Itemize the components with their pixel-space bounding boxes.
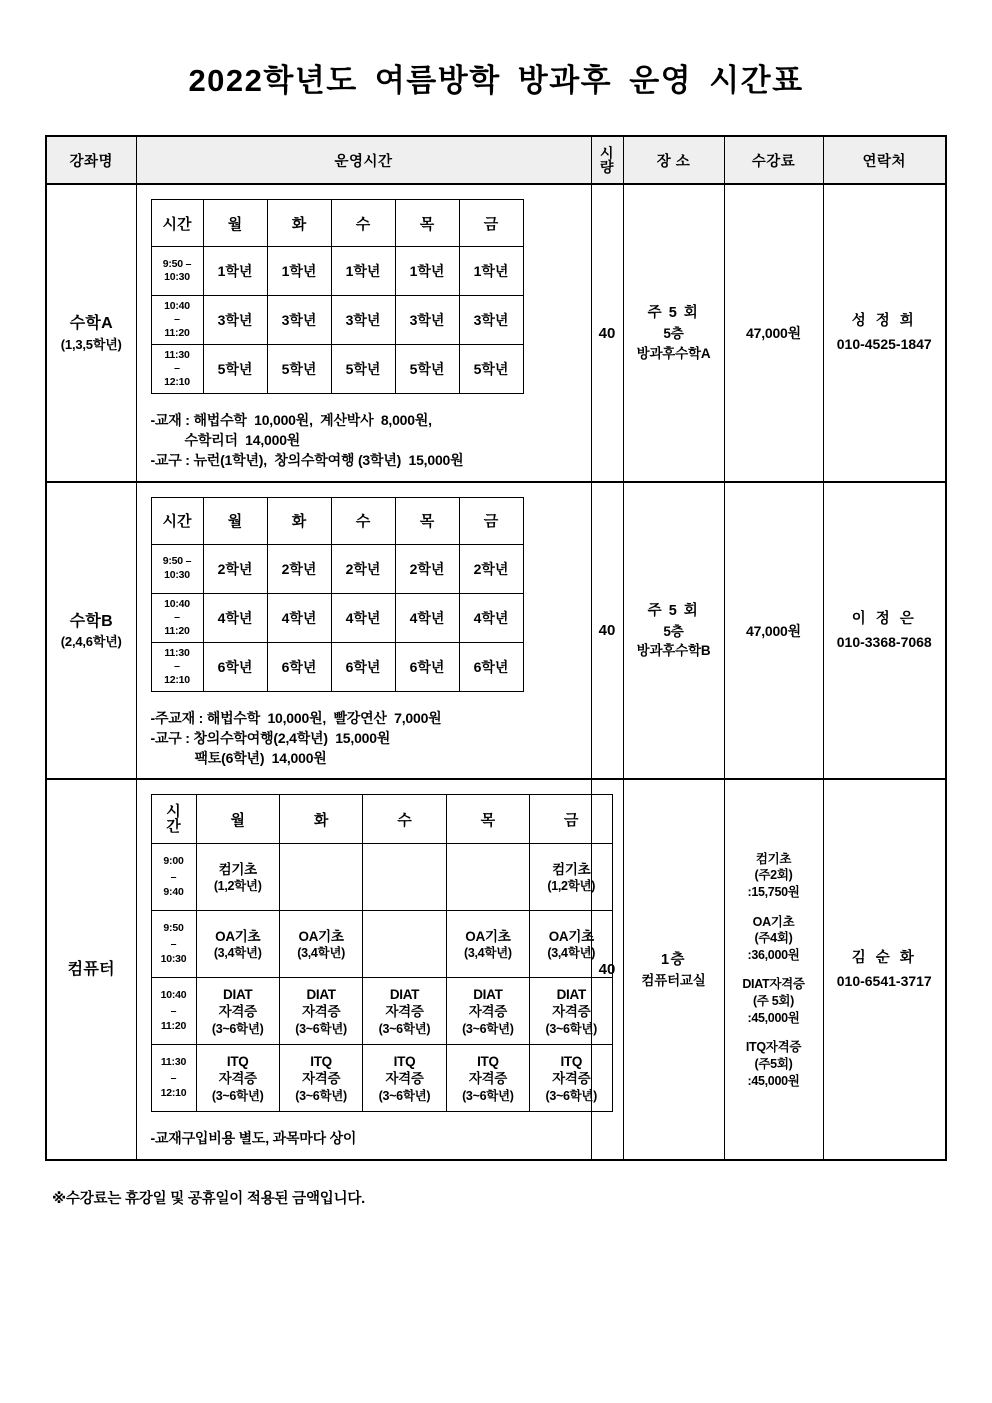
slot-day-cell: 6학년 xyxy=(395,642,459,691)
hours-cell xyxy=(591,184,623,482)
course-name-label: 수학B (2,4,6학년) xyxy=(47,611,136,651)
slot-grade: (3~6학년) xyxy=(545,1088,598,1103)
slot-time-cell: 9:50 – 10:30 xyxy=(151,544,203,593)
slot-grade: (1,2학년) xyxy=(547,879,596,894)
slot-grade: (3~6학년) xyxy=(295,1088,347,1103)
schedule-table-body xyxy=(46,184,946,1160)
slot-day-cell: 3학년 xyxy=(331,296,395,345)
slot-time-cell: 11:30 – 12:10 xyxy=(151,345,203,394)
slot-subject: DIAT 자격증 (3~6학년) xyxy=(280,986,362,1037)
day-header-time: 시간 xyxy=(151,497,203,544)
day-header-fri: 금 xyxy=(459,200,523,247)
slot-subject: OA기초 (3,4학년) xyxy=(280,928,362,962)
slot-day-cell xyxy=(196,844,279,911)
slot-day-cell: 3학년 xyxy=(267,296,331,345)
fee-block-freq: (주4회) xyxy=(754,931,793,946)
slot-subject: ITQ 자격증 (3~6학년) xyxy=(363,1053,445,1104)
slot-day-cell xyxy=(363,844,446,911)
slot-day-cell: 6학년 xyxy=(203,642,267,691)
hours-value: 40 xyxy=(598,961,616,979)
slot-grade: (3~6학년) xyxy=(211,1088,264,1103)
course-name-cell xyxy=(46,779,136,1160)
hours-value: 40 xyxy=(598,324,616,342)
fee-block xyxy=(725,1039,823,1089)
slot-day-cell xyxy=(446,844,529,911)
place-line: 5층 xyxy=(663,325,684,341)
slot-day-cell: 2학년 xyxy=(267,544,331,593)
hours-value: 40 xyxy=(598,622,616,640)
fee-cell xyxy=(724,184,823,482)
contact-value xyxy=(824,947,946,993)
course-notes xyxy=(137,1120,591,1159)
slot-grade: (3~6학년) xyxy=(295,1021,347,1036)
slot-grade: (3~6학년) xyxy=(462,1088,514,1103)
day-header-row xyxy=(151,795,613,844)
header-contact: 연락처 xyxy=(823,136,946,184)
slot-grade: (1,2학년) xyxy=(213,879,262,894)
fee-block-name: DIAT자격증 xyxy=(742,977,805,992)
note-line: 수학리더 14,000원 xyxy=(184,432,301,449)
slot-day-cell xyxy=(446,978,529,1045)
fee-block xyxy=(725,914,823,964)
day-header-tue: 화 xyxy=(267,200,331,247)
fee-block xyxy=(725,976,823,1026)
schedule-slot-row xyxy=(151,642,523,691)
header-hours-line1: 시 xyxy=(599,144,615,161)
slot-time-cell: 11:30 – 12:10 xyxy=(151,1045,196,1112)
schedule-slot-row xyxy=(151,978,613,1045)
contact-value xyxy=(824,608,946,654)
fee-list xyxy=(725,851,823,1090)
slot-day-cell xyxy=(446,911,529,978)
contact-cell xyxy=(823,482,946,780)
slot-time-cell: 9:50 – 10:30 xyxy=(151,911,196,978)
fee-block-freq: (주2회) xyxy=(754,868,793,883)
fee-cell xyxy=(724,779,823,1160)
day-header-thu: 목 xyxy=(395,497,459,544)
slot-day-cell xyxy=(363,978,446,1045)
header-schedule: 운영시간 xyxy=(136,136,591,184)
slot-subject: 컴기초 (1,2학년) xyxy=(530,861,612,895)
slot-day-cell xyxy=(196,1045,279,1112)
slot-day-cell: 6학년 xyxy=(331,642,395,691)
fee-value: 47,000원 xyxy=(746,622,801,639)
slot-day-cell xyxy=(279,911,362,978)
slot-subject: ITQ 자격증 (3~6학년) xyxy=(197,1053,279,1104)
slot-grade: (3,4학년) xyxy=(463,946,512,961)
table-row xyxy=(46,482,946,780)
place-line: 방과후수학B xyxy=(636,643,711,659)
schedule-cell xyxy=(136,184,591,482)
slot-grade: (3~6학년) xyxy=(378,1021,431,1036)
fee-block-name: ITQ자격증 xyxy=(745,1040,802,1055)
place-line: 방과후수학A xyxy=(636,345,711,361)
place-line: 주 5 회 xyxy=(647,602,700,619)
slot-day-cell: 1학년 xyxy=(459,247,523,296)
slot-day-cell: 2학년 xyxy=(395,544,459,593)
header-fee: 수강료 xyxy=(724,136,823,184)
day-header-fri: 금 xyxy=(459,497,523,544)
slot-grade: (3,4학년) xyxy=(547,946,596,961)
slot-grade: (3,4학년) xyxy=(213,946,262,961)
contact-person: 성 정 희 xyxy=(851,313,917,330)
slot-subject: OA기초 (3,4학년) xyxy=(530,928,612,962)
slot-subject: DIAT 자격증 (3~6학년) xyxy=(197,986,279,1037)
slot-day-cell: 5학년 xyxy=(459,345,523,394)
day-schedule-grid xyxy=(151,794,614,1112)
schedule-slot-row xyxy=(151,247,523,296)
day-schedule-grid xyxy=(151,199,524,394)
slot-day-cell: 4학년 xyxy=(459,593,523,642)
fee-block xyxy=(725,851,823,901)
header-hours-line2: 량 xyxy=(599,159,615,176)
slot-day-cell: 4학년 xyxy=(203,593,267,642)
slot-day-cell xyxy=(279,844,362,911)
slot-day-cell: 6학년 xyxy=(459,642,523,691)
schedule-slot-row xyxy=(151,844,613,911)
note-line: -주교재 : 해법수학 10,000원, 빨강연산 7,000원 xyxy=(150,709,442,726)
slot-day-cell: 2학년 xyxy=(459,544,523,593)
slot-day-cell xyxy=(363,1045,446,1112)
contact-phone: 010-6541-3717 xyxy=(836,973,932,990)
slot-day-cell: 3학년 xyxy=(459,296,523,345)
slot-day-cell: 1학년 xyxy=(267,247,331,296)
place-line: 컴퓨터교실 xyxy=(641,972,706,988)
place-cell xyxy=(623,184,724,482)
header-hours xyxy=(591,136,623,184)
course-notes xyxy=(137,402,591,481)
day-header-mon: 월 xyxy=(196,795,279,844)
schedule-grid-wrap xyxy=(137,483,591,700)
contact-cell xyxy=(823,184,946,482)
slot-day-cell: 2학년 xyxy=(331,544,395,593)
slot-time-cell: 10:40 – 11:20 xyxy=(151,978,196,1045)
contact-person: 김 순 화 xyxy=(851,950,917,967)
day-header-tue: 화 xyxy=(279,795,362,844)
slot-day-cell: 1학년 xyxy=(331,247,395,296)
slot-subject: ITQ 자격증 (3~6학년) xyxy=(280,1053,362,1104)
day-header-mon: 월 xyxy=(203,200,267,247)
slot-time-cell: 11:30 – 12:10 xyxy=(151,642,203,691)
day-header-mon: 월 xyxy=(203,497,267,544)
slot-day-cell: 2학년 xyxy=(203,544,267,593)
note-line: -교재구입비용 별도, 과목마다 상이 xyxy=(150,1130,357,1147)
slot-subject: ITQ 자격증 (3~6학년) xyxy=(530,1053,612,1104)
fee-block-name: 컴기초 xyxy=(755,851,792,866)
slot-subject: DIAT 자격증 (3~6학년) xyxy=(530,986,612,1037)
slot-grade: (3,4학년) xyxy=(297,946,345,961)
contact-phone: 010-3368-7068 xyxy=(836,634,932,651)
day-header-row xyxy=(151,497,523,544)
fee-block-name: OA기초 xyxy=(752,914,795,929)
day-schedule-grid xyxy=(151,497,524,692)
slot-subject: OA기초 (3,4학년) xyxy=(197,928,279,962)
place-line: 주 5 회 xyxy=(647,304,700,321)
slot-day-cell xyxy=(446,1045,529,1112)
fee-block-freq: (주5회) xyxy=(754,1056,793,1071)
fee-value: 47,000원 xyxy=(746,325,801,341)
course-grade-label: (2,4,6학년) xyxy=(60,634,122,650)
contact-person: 이 정 은 xyxy=(851,610,917,627)
slot-day-cell: 5학년 xyxy=(331,345,395,394)
schedule-slot-row xyxy=(151,911,613,978)
slot-day-cell xyxy=(279,1045,362,1112)
fee-block-amount: :36,000원 xyxy=(747,947,800,962)
slot-subject: OA기초 (3,4학년) xyxy=(447,928,529,962)
day-header-wed: 수 xyxy=(363,795,446,844)
place-value xyxy=(624,303,724,363)
slot-day-cell: 5학년 xyxy=(267,345,331,394)
fee-cell xyxy=(724,482,823,780)
day-header-thu: 목 xyxy=(395,200,459,247)
header-place: 장 소 xyxy=(623,136,724,184)
slot-day-cell: 1학년 xyxy=(395,247,459,296)
day-header-row xyxy=(151,200,523,247)
hours-cell xyxy=(591,482,623,780)
slot-subject: 컴기초 (1,2학년) xyxy=(197,861,279,895)
note-line: -교구 : 뉴런(1학년), 창의수학여행 (3학년) 15,000원 xyxy=(150,451,464,468)
day-header-fri: 금 xyxy=(530,795,613,844)
slot-day-cell: 5학년 xyxy=(395,345,459,394)
slot-day-cell xyxy=(196,978,279,1045)
schedule-table xyxy=(45,135,947,1161)
footnote: ※수강료는 휴강일 및 공휴일이 적용된 금액입니다. xyxy=(52,1191,366,1208)
schedule-grid-wrap xyxy=(137,780,598,1120)
note-line: -교재 : 해법수학 10,000원, 계산박사 8,000원, xyxy=(150,412,432,429)
slot-time-cell: 9:00 – 9:40 xyxy=(151,844,196,911)
note-line: -교구 : 창의수학여행(2,4학년) 15,000원 xyxy=(150,729,391,746)
slot-subject: DIAT 자격증 (3~6학년) xyxy=(363,986,445,1037)
course-name-cell xyxy=(46,184,136,482)
fee-block-amount: :15,750원 xyxy=(747,884,800,899)
note-line: 팩토(6학년) 14,000원 xyxy=(194,749,327,766)
table-row xyxy=(46,184,946,482)
slot-day-cell xyxy=(196,911,279,978)
place-cell xyxy=(623,482,724,780)
fee-block-amount: :45,000원 xyxy=(747,1010,800,1025)
slot-grade: (3~6학년) xyxy=(545,1021,598,1036)
schedule-cell xyxy=(136,482,591,780)
fee-block-freq: (주 5회) xyxy=(752,994,795,1008)
schedule-slot-row xyxy=(151,1045,613,1112)
slot-day-cell: 3학년 xyxy=(395,296,459,345)
slot-subject: DIAT 자격증 (3~6학년) xyxy=(447,986,529,1037)
slot-day-cell: 4학년 xyxy=(331,593,395,642)
slot-grade: (3~6학년) xyxy=(378,1088,431,1103)
schedule-slot-row xyxy=(151,544,523,593)
day-header-wed: 수 xyxy=(331,497,395,544)
course-name-cell xyxy=(46,482,136,780)
place-value xyxy=(624,950,724,991)
page-title: 2022학년도 여름방학 방과후 운영 시간표 xyxy=(188,63,804,98)
schedule-grid-wrap xyxy=(137,185,591,402)
table-header-row xyxy=(46,136,946,184)
slot-day-cell: 6학년 xyxy=(267,642,331,691)
table-row xyxy=(46,779,946,1160)
day-header-thu: 목 xyxy=(446,795,529,844)
schedule-slot-row xyxy=(151,345,523,394)
day-header-time: 시간 xyxy=(151,200,203,247)
fee-block-amount: :45,000원 xyxy=(747,1073,800,1088)
slot-time-cell: 10:40 – 11:20 xyxy=(151,296,203,345)
slot-day-cell: 1학년 xyxy=(203,247,267,296)
course-name-label: 수학A (1,3,5학년) xyxy=(47,313,136,353)
contact-cell xyxy=(823,779,946,1160)
schedule-cell xyxy=(136,779,598,1160)
schedule-slot-row xyxy=(151,593,523,642)
course-grade-label: (1,3,5학년) xyxy=(60,336,122,352)
slot-day-cell: 4학년 xyxy=(395,593,459,642)
course-notes xyxy=(137,700,591,779)
schedule-slot-row xyxy=(151,296,523,345)
slot-time-cell: 9:50 – 10:30 xyxy=(151,247,203,296)
slot-day-cell: 5학년 xyxy=(203,345,267,394)
header-course-name: 강좌명 xyxy=(46,136,136,184)
slot-day-cell xyxy=(279,978,362,1045)
slot-subject: ITQ 자격증 (3~6학년) xyxy=(447,1053,529,1104)
slot-day-cell: 4학년 xyxy=(267,593,331,642)
day-header-wed: 수 xyxy=(331,200,395,247)
contact-phone: 010-4525-1847 xyxy=(836,336,932,353)
place-cell xyxy=(623,779,724,1160)
slot-grade: (3~6학년) xyxy=(462,1021,514,1036)
slot-time-cell: 10:40 – 11:20 xyxy=(151,593,203,642)
slot-grade: (3~6학년) xyxy=(211,1021,264,1036)
place-line: 5층 xyxy=(663,623,684,639)
place-line: 1층 xyxy=(660,951,687,968)
slot-day-cell xyxy=(363,911,446,978)
slot-day-cell: 3학년 xyxy=(203,296,267,345)
contact-value xyxy=(824,310,946,356)
day-header-time: 시 간 xyxy=(151,795,196,844)
course-name-label: 컴퓨터 xyxy=(67,961,115,979)
place-value xyxy=(624,601,724,661)
day-header-tue: 화 xyxy=(267,497,331,544)
